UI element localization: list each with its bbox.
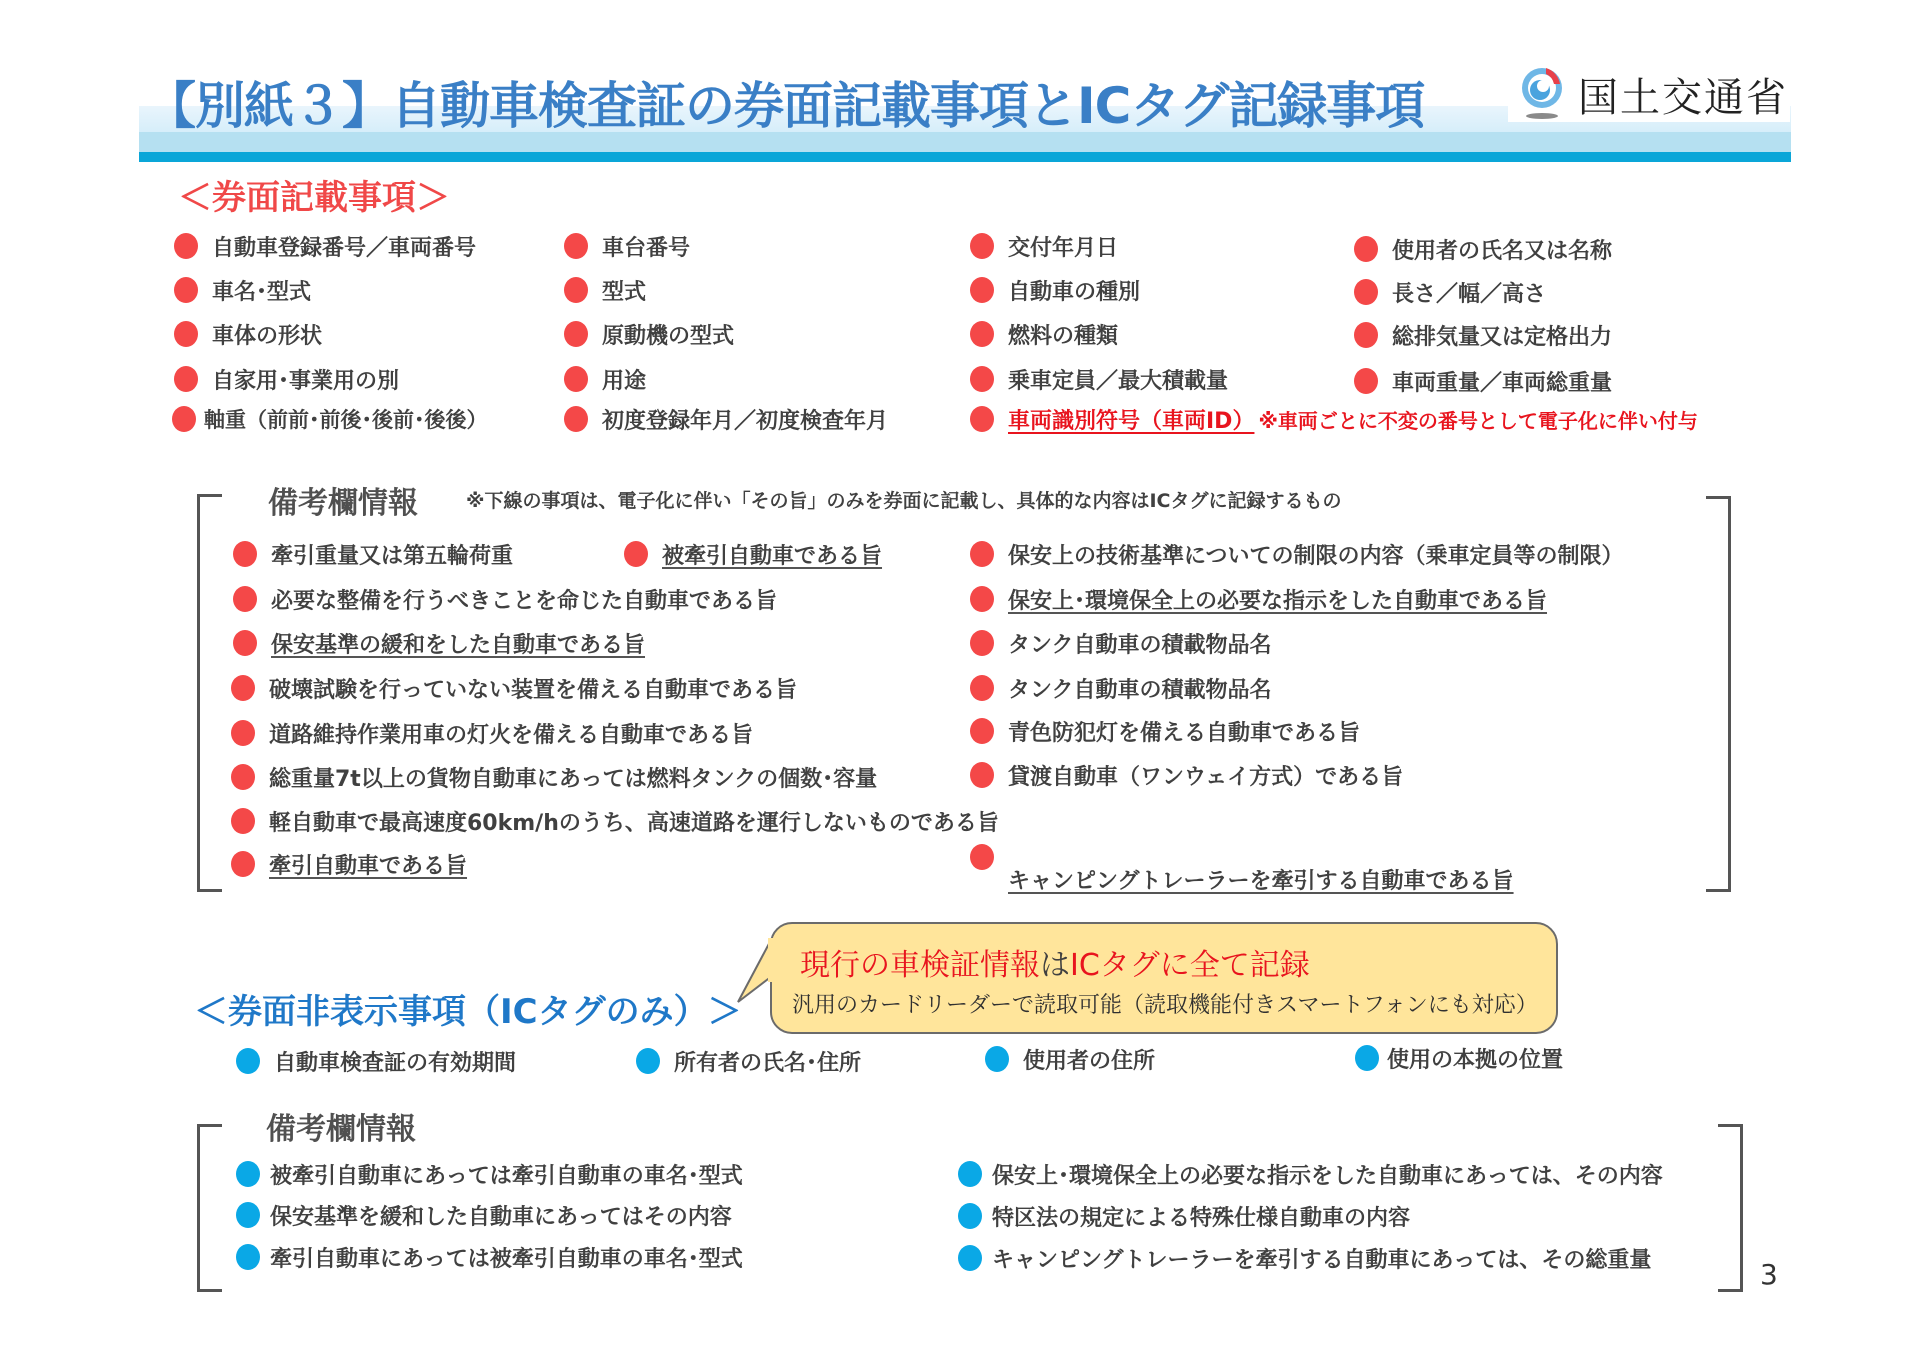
vehicle-id-note: ※車両ごとに不変の番号として電子化に伴い付与 [1258,408,1698,433]
list-item: 軸重（前前･前後･後前･後後） [172,404,488,434]
bullet-icon [636,1048,660,1074]
mlit-logo-icon [1516,64,1568,120]
bracket-left [197,1124,222,1292]
list-item: 交付年月日 [970,231,1118,261]
list-item: 車名･型式 [174,275,311,305]
bracket-right [1718,1124,1743,1292]
list-item: 自動車の種別 [970,275,1140,305]
list-item: 総排気量又は定格出力 [1354,320,1612,350]
bullet-icon [236,1048,260,1074]
bullet-icon [564,366,588,392]
list-item: 保安上･環境保全上の必要な指示をした自動車にあっては、その内容 [958,1159,1663,1189]
bullet-icon [970,406,994,432]
list-item: 牽引重量又は第五輪荷重 [233,539,513,569]
list-item: 牽引自動車である旨 [231,849,467,879]
callout-headline: 現行の車検証情報はICタグに全て記録 [800,948,1310,983]
ic-only-heading: ＜券面非表示事項（ICタグのみ）＞ [194,992,742,1032]
list-item: タンク自動車の積載物品名 [970,673,1272,703]
list-item: 初度登録年月／初度検査年月 [564,404,888,434]
bullet-icon [970,630,994,656]
list-item: 自家用･事業用の別 [174,364,399,394]
bullet-icon [970,844,994,870]
list-item: 保安上の技術基準についての制限の内容（乗車定員等の制限） [970,539,1624,569]
bullet-icon [970,541,994,567]
bullet-icon [233,541,257,567]
list-item: 用途 [564,364,646,394]
bullet-icon [970,718,994,744]
bullet-icon [174,321,198,347]
remarks-heading: 備考欄情報 [268,486,418,521]
list-item: 保安上･環境保全上の必要な指示をした自動車である旨 [970,584,1547,614]
bullet-icon [564,233,588,259]
list-item: 使用の本拠の位置 [1355,1043,1563,1073]
bullet-icon [174,366,198,392]
list-item: 長さ／幅／高さ [1354,277,1546,307]
bullet-icon [970,233,994,259]
list-item: 乗車定員／最大積載量 [970,364,1228,394]
bullet-icon [231,808,255,834]
list-item: 保安基準の緩和をした自動車である旨 [233,628,645,658]
bullet-icon [564,321,588,347]
bullet-icon [236,1244,260,1270]
bullet-icon [985,1046,1009,1072]
list-item [970,844,994,870]
bullet-icon [231,720,255,746]
list-item: 特区法の規定による特殊仕様自動車の内容 [958,1201,1410,1231]
list-item: 車両重量／車両総重量 [1354,366,1612,396]
list-item: 被牽引自動車にあっては牽引自動車の車名･型式 [236,1159,743,1189]
list-item: タンク自動車の積載物品名 [970,628,1272,658]
bullet-icon [970,277,994,303]
bullet-icon [231,675,255,701]
bullet-icon [1354,322,1378,348]
list-item: 貸渡自動車（ワンウェイ方式）である旨 [970,760,1403,790]
list-item: 被牽引自動車である旨 [624,539,882,569]
bullet-icon [970,675,994,701]
list-item: 牽引自動車にあっては被牽引自動車の車名･型式 [236,1242,743,1272]
list-item: 破壊試験を行っていない装置を備える自動車である旨 [231,673,797,703]
bullet-icon [1354,368,1378,394]
bullet-icon [233,630,257,656]
bullet-icon [564,406,588,432]
bullet-icon [958,1245,982,1271]
bullet-icon [172,406,196,432]
list-item: 型式 [564,275,646,305]
bullet-icon [970,762,994,788]
list-item: 使用者の住所 [985,1044,1155,1074]
list-item: 自動車登録番号／車両番号 [174,231,476,261]
list-item: 燃料の種類 [970,319,1118,349]
bullet-icon [564,277,588,303]
list-item: 原動機の型式 [564,319,734,349]
bracket-right [1706,496,1731,892]
list-item: キャンピングトレーラーを牽引する自動車にあっては、その総重量 [958,1243,1651,1273]
list-item: 必要な整備を行うべきことを命じた自動車である旨 [233,584,777,614]
face-items-heading: ＜券面記載事項＞ [178,178,450,218]
remarks-heading: 備考欄情報 [266,1112,416,1147]
list-item: 軽自動車で最高速度60km/hのうち、高速道路を運行しないものである旨 [231,806,999,836]
list-item: 道路維持作業用車の灯火を備える自動車である旨 [231,718,753,748]
bullet-icon [624,541,648,567]
callout-tail-patch [760,936,776,986]
bullet-icon [174,233,198,259]
bullet-icon [174,277,198,303]
list-item: 車台番号 [564,231,690,261]
bullet-icon [958,1161,982,1187]
bullet-icon [236,1202,260,1228]
bullet-icon [970,366,994,392]
bullet-icon [970,321,994,347]
bullet-icon [1355,1045,1379,1071]
remarks-note: ※下線の事項は、電子化に伴い「その旨」のみを券面に記載し、具体的な内容はICタグに記録するもの [466,490,1342,512]
list-item: 保安基準を緩和した自動車にあってはその内容 [236,1200,732,1230]
list-item: 青色防犯灯を備える自動車である旨 [970,716,1360,746]
list-item: 車体の形状 [174,319,322,349]
page-number: 3 [1760,1258,1778,1291]
bullet-icon [231,851,255,877]
callout-subtext: 汎用のカードリーダーで読取可能（読取機能付きスマートフォンにも対応） [792,993,1538,1018]
bullet-icon [1354,236,1378,262]
bullet-icon [231,764,255,790]
bullet-icon [1354,279,1378,305]
bullet-icon [233,586,257,612]
ministry-name: 国土交通省 [1578,75,1788,121]
bullet-icon [970,586,994,612]
list-item: 使用者の氏名又は名称 [1354,234,1612,264]
list-item-text: キャンピングトレーラーを牽引する自動車である旨 [1008,868,1514,894]
bullet-icon [236,1161,260,1187]
list-item: 所有者の氏名･住所 [636,1046,861,1076]
bracket-left [197,494,222,892]
list-item: 総重量7t以上の貨物自動車にあっては燃料タンクの個数･容量 [231,762,877,792]
vehicle-id-label: 車両識別符号（車両ID） [1008,408,1255,434]
bullet-icon [958,1203,982,1229]
header-stripe [139,152,1791,162]
list-item: 自動車検査証の有効期間 [236,1046,516,1076]
page-title: 【別紙３】自動車検査証の券面記載事項とICタグ記録事項 [146,77,1425,135]
vehicle-id-item [970,404,1698,434]
